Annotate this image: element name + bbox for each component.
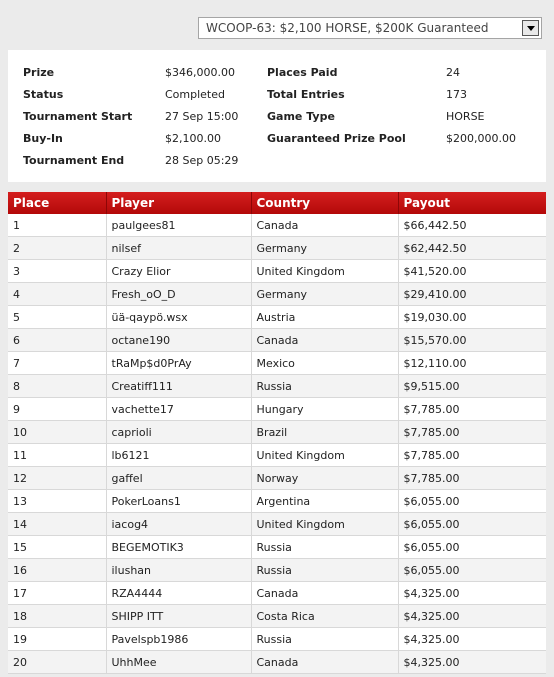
payout-cell: $6,055.00 <box>398 559 546 582</box>
player-cell: iacog4 <box>106 513 251 536</box>
buyin-label: Buy-In <box>23 132 63 145</box>
place-cell: 8 <box>8 375 106 398</box>
place-cell: 12 <box>8 467 106 490</box>
player-cell: tRaMp$d0PrAy <box>106 352 251 375</box>
table-row[interactable] <box>8 444 546 467</box>
total-entries-label: Total Entries <box>267 88 345 101</box>
table-row[interactable] <box>8 352 546 375</box>
chevron-down-icon <box>527 26 535 31</box>
country-cell: Brazil <box>251 421 398 444</box>
country-cell: Canada <box>251 214 398 237</box>
tournament-select[interactable] <box>198 17 542 39</box>
country-cell: Germany <box>251 237 398 260</box>
payout-cell: $15,570.00 <box>398 329 546 352</box>
player-cell: Pavelspb1986 <box>106 628 251 651</box>
country-cell: Argentina <box>251 490 398 513</box>
buyin-value: $2,100.00 <box>165 132 221 145</box>
payout-cell: $66,442.50 <box>398 214 546 237</box>
place-cell: 15 <box>8 536 106 559</box>
payout-cell: $7,785.00 <box>398 398 546 421</box>
payout-cell: $29,410.00 <box>398 283 546 306</box>
place-cell: 9 <box>8 398 106 421</box>
tournament-select-value: WCOOP-63: $2,100 HORSE, $200K Guaranteed <box>206 21 489 35</box>
place-cell: 6 <box>8 329 106 352</box>
results-table <box>8 192 546 674</box>
table-row[interactable] <box>8 536 546 559</box>
place-cell: 16 <box>8 559 106 582</box>
payout-cell: $12,110.00 <box>398 352 546 375</box>
prize-label: Prize <box>23 66 55 79</box>
results-table-container <box>8 192 546 674</box>
player-cell: octane190 <box>106 329 251 352</box>
header-player[interactable]: Player <box>106 192 251 214</box>
table-row[interactable] <box>8 651 546 674</box>
place-cell: 14 <box>8 513 106 536</box>
end-label: Tournament End <box>23 154 125 167</box>
country-cell: Russia <box>251 559 398 582</box>
payout-cell: $4,325.00 <box>398 582 546 605</box>
country-cell: Russia <box>251 536 398 559</box>
payout-cell: $6,055.00 <box>398 536 546 559</box>
player-cell: nilsef <box>106 237 251 260</box>
player-cell: BEGEMOTIK3 <box>106 536 251 559</box>
place-cell: 1 <box>8 214 106 237</box>
table-row[interactable] <box>8 421 546 444</box>
payout-cell: $4,325.00 <box>398 651 546 674</box>
table-row[interactable] <box>8 237 546 260</box>
table-row[interactable] <box>8 490 546 513</box>
payout-cell: $7,785.00 <box>398 444 546 467</box>
table-row[interactable] <box>8 260 546 283</box>
tournament-info-panel <box>8 50 546 182</box>
table-row[interactable] <box>8 398 546 421</box>
table-row[interactable] <box>8 582 546 605</box>
place-cell: 11 <box>8 444 106 467</box>
player-cell: lb6121 <box>106 444 251 467</box>
table-row[interactable] <box>8 214 546 237</box>
country-cell: Germany <box>251 283 398 306</box>
place-cell: 5 <box>8 306 106 329</box>
player-cell: ilushan <box>106 559 251 582</box>
table-row[interactable] <box>8 467 546 490</box>
payout-cell: $41,520.00 <box>398 260 546 283</box>
payout-cell: $6,055.00 <box>398 490 546 513</box>
table-row[interactable] <box>8 559 546 582</box>
country-cell: Canada <box>251 582 398 605</box>
player-cell: SHIPP ITT <box>106 605 251 628</box>
places-paid-value: 24 <box>446 66 460 79</box>
place-cell: 20 <box>8 651 106 674</box>
status-value: Completed <box>165 88 225 101</box>
player-cell: RZA4444 <box>106 582 251 605</box>
player-cell: Creatiff111 <box>106 375 251 398</box>
payout-cell: $7,785.00 <box>398 467 546 490</box>
place-cell: 7 <box>8 352 106 375</box>
player-cell: gaffel <box>106 467 251 490</box>
country-cell: Russia <box>251 628 398 651</box>
country-cell: Canada <box>251 329 398 352</box>
country-cell: Russia <box>251 375 398 398</box>
table-row[interactable] <box>8 605 546 628</box>
table-row[interactable] <box>8 375 546 398</box>
guaranteed-value: $200,000.00 <box>446 132 516 145</box>
place-cell: 17 <box>8 582 106 605</box>
country-cell: Mexico <box>251 352 398 375</box>
player-cell: üä-qaypö.wsx <box>106 306 251 329</box>
player-cell: paulgees81 <box>106 214 251 237</box>
payout-cell: $4,325.00 <box>398 605 546 628</box>
payout-cell: $19,030.00 <box>398 306 546 329</box>
place-cell: 13 <box>8 490 106 513</box>
place-cell: 19 <box>8 628 106 651</box>
guaranteed-label: Guaranteed Prize Pool <box>267 132 406 145</box>
country-cell: Canada <box>251 651 398 674</box>
results-table-body <box>8 214 546 674</box>
player-cell: PokerLoans1 <box>106 490 251 513</box>
country-cell: Costa Rica <box>251 605 398 628</box>
player-cell: caprioli <box>106 421 251 444</box>
payout-cell: $6,055.00 <box>398 513 546 536</box>
country-cell: United Kingdom <box>251 260 398 283</box>
dropdown-button[interactable] <box>522 20 539 36</box>
table-row[interactable] <box>8 513 546 536</box>
start-label: Tournament Start <box>23 110 133 123</box>
country-cell: Hungary <box>251 398 398 421</box>
end-value: 28 Sep 05:29 <box>165 154 239 167</box>
status-label: Status <box>23 88 64 101</box>
place-cell: 18 <box>8 605 106 628</box>
payout-cell: $62,442.50 <box>398 237 546 260</box>
place-cell: 3 <box>8 260 106 283</box>
start-value: 27 Sep 15:00 <box>165 110 239 123</box>
table-row[interactable] <box>8 329 546 352</box>
prize-value: $346,000.00 <box>165 66 235 79</box>
country-cell: United Kingdom <box>251 513 398 536</box>
place-cell: 10 <box>8 421 106 444</box>
table-row[interactable] <box>8 628 546 651</box>
country-cell: Austria <box>251 306 398 329</box>
player-cell: UhhMee <box>106 651 251 674</box>
payout-cell: $9,515.00 <box>398 375 546 398</box>
place-cell: 4 <box>8 283 106 306</box>
payout-cell: $4,325.00 <box>398 628 546 651</box>
header-country[interactable]: Country <box>251 192 398 214</box>
header-payout[interactable]: Payout <box>398 192 546 214</box>
country-cell: Norway <box>251 467 398 490</box>
player-cell: vachette17 <box>106 398 251 421</box>
payout-cell: $7,785.00 <box>398 421 546 444</box>
game-type-value: HORSE <box>446 110 485 123</box>
country-cell: United Kingdom <box>251 444 398 467</box>
table-row[interactable] <box>8 283 546 306</box>
game-type-label: Game Type <box>267 110 335 123</box>
player-cell: Fresh_oO_D <box>106 283 251 306</box>
player-cell: Crazy Elior <box>106 260 251 283</box>
table-row[interactable] <box>8 306 546 329</box>
total-entries-value: 173 <box>446 88 467 101</box>
table-header-row <box>8 192 546 214</box>
place-cell: 2 <box>8 237 106 260</box>
places-paid-label: Places Paid <box>267 66 338 79</box>
header-place[interactable]: Place <box>8 192 106 214</box>
